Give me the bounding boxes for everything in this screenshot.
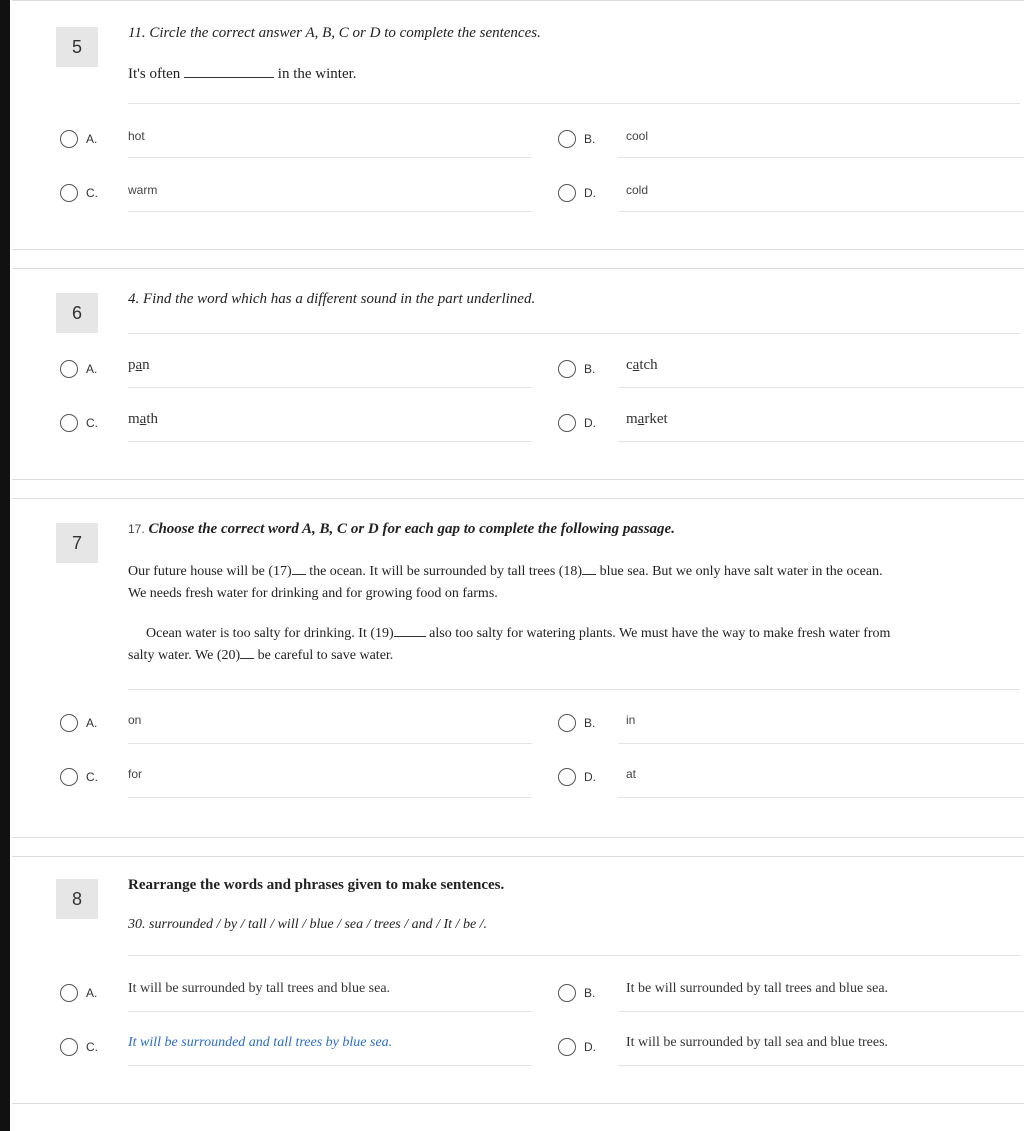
option-b[interactable]: B. [558,981,604,1005]
option-divider [618,157,1024,158]
radio-button[interactable] [60,714,78,732]
gap-20 [240,646,254,659]
option-divider [128,1011,532,1012]
option-c[interactable]: C. [60,181,106,205]
option-divider [618,1065,1024,1066]
option-divider [128,211,532,212]
question-prompt: 4. Find the word which has a different sound in the part underlined. [128,291,536,307]
option-a-text: It will be surrounded by tall trees and blue sea. [128,981,391,996]
radio-button[interactable] [558,184,576,202]
radio-button[interactable] [558,768,576,786]
radio-button[interactable] [558,360,576,378]
option-divider [618,743,1024,744]
option-d-text: cold [626,183,649,197]
option-c-text: It will be surrounded and tall trees by blue sea. [128,1035,393,1050]
option-c[interactable]: C. [60,411,106,435]
question-prompt: 17. Choose the correct word A, B, C or D for each gap to complete the following passage. [128,521,675,537]
option-a-text: on [128,713,142,727]
question-prompt: 11. Circle the correct answer A, B, C or D to complete the sentences. [128,25,541,41]
question-card-6 [12,268,1024,480]
option-a[interactable]: A. [60,127,106,151]
divider [128,103,1020,104]
option-b[interactable]: B. [558,711,604,735]
question-card-8 [12,856,1024,1104]
option-c[interactable]: C. [60,765,106,789]
option-d[interactable]: D. [558,411,604,435]
left-window-edge [0,0,10,1131]
option-c[interactable]: C. [60,1035,106,1059]
option-divider [618,1011,1024,1012]
radio-button[interactable] [558,414,576,432]
option-divider [618,797,1024,798]
option-d-text: at [626,767,637,781]
option-a-text: pan [128,357,150,373]
option-b-text: It be will surrounded by tall trees and blue sea. [626,981,889,996]
radio-button[interactable] [558,1038,576,1056]
gap-18 [582,562,596,575]
option-divider [618,211,1024,212]
option-divider [128,387,532,388]
radio-button[interactable] [60,768,78,786]
option-d-text: It will be surrounded by tall sea and blue trees. [626,1035,889,1050]
option-divider [128,797,532,798]
option-c-text: math [128,411,159,427]
gap-19 [394,624,426,637]
option-divider [128,743,532,744]
option-d[interactable]: D. [558,765,604,789]
option-divider [618,441,1024,442]
option-d-text: market [626,411,668,427]
option-a[interactable]: A. [60,981,106,1005]
option-d[interactable]: D. [558,181,604,205]
question-card-7 [12,498,1024,838]
option-b[interactable]: B. [558,127,604,151]
option-a-text: hot [128,129,145,143]
option-b[interactable]: B. [558,357,604,381]
option-a[interactable]: A. [60,711,106,735]
radio-button[interactable] [60,360,78,378]
radio-button[interactable] [558,984,576,1002]
question-number: 5 [56,27,98,67]
option-b-text: catch [626,357,658,373]
option-divider [128,441,532,442]
question-number: 6 [56,293,98,333]
gap-17 [292,562,306,575]
passage-paragraph-1: Our future house will be (17) the ocean. It will be surrounded by tall trees (18) blue sea. But we only have salt water in the ocean. We needs fresh water for drinking and for growing food on farms. [128,564,883,601]
radio-button[interactable] [558,714,576,732]
question-number: 8 [56,879,98,919]
divider [128,333,1020,334]
radio-button[interactable] [60,1038,78,1056]
option-divider [128,1065,532,1066]
question-sentence: It's often in the winter. [128,66,357,82]
option-divider [618,387,1024,388]
divider [128,689,1020,690]
passage-paragraph-2: Ocean water is too salty for drinking. It (19) also too salty for watering plants. We must have the way to make fresh water from salty water. We (20) be careful to save water. [128,626,891,663]
answer-blank [184,65,274,78]
option-c-text: for [128,767,143,781]
radio-button[interactable] [60,130,78,148]
option-a[interactable]: A. [60,357,106,381]
divider [128,955,1020,956]
radio-button[interactable] [60,414,78,432]
question-prompt: Rearrange the words and phrases given to make sentences. [128,877,505,893]
question-number: 7 [56,523,98,563]
question-subprompt: 30. surrounded / by / tall / will / blue / sea / trees / and / It / be /. [128,917,488,932]
question-card-5 [12,0,1024,250]
option-divider [128,157,532,158]
option-d[interactable]: D. [558,1035,604,1059]
option-b-text: in [626,713,636,727]
radio-button[interactable] [558,130,576,148]
option-b-text: cool [626,129,649,143]
radio-button[interactable] [60,984,78,1002]
option-c-text: warm [128,183,158,197]
radio-button[interactable] [60,184,78,202]
